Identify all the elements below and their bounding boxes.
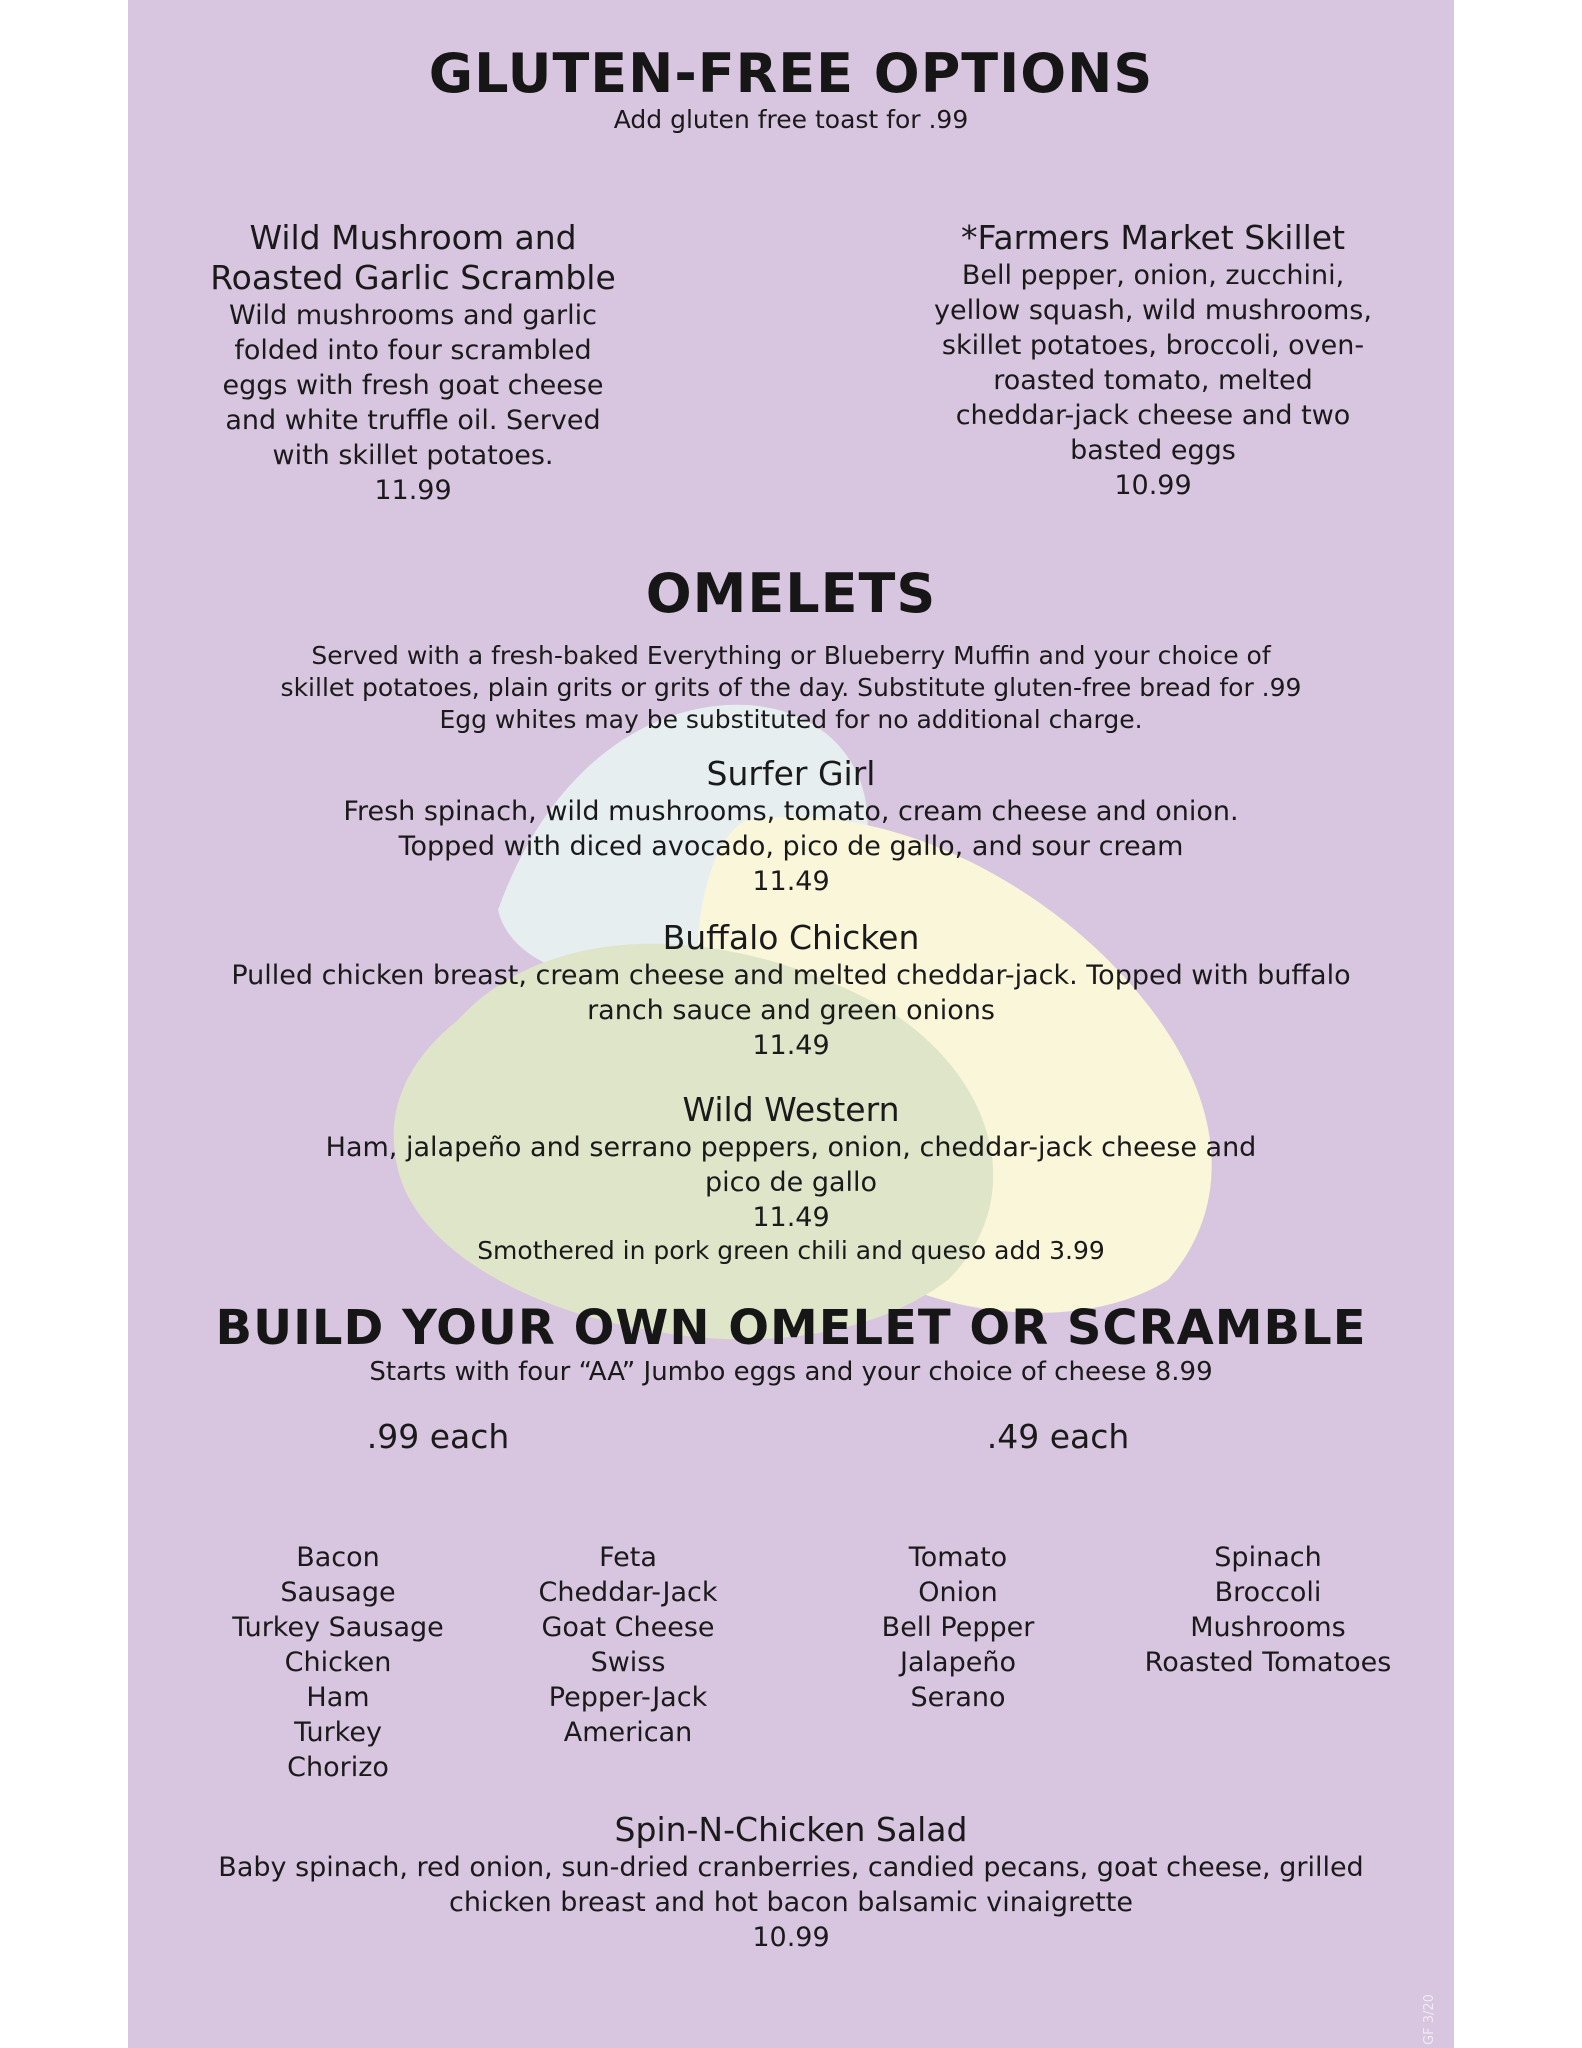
build-subtitle: Starts with four “AA” Jumbo eggs and your choice of cheese 8.99 [369, 1357, 1213, 1387]
omelets-intro-3: Egg whites may be substituted for no additional charge. [439, 705, 1143, 734]
omelets-intro-2: skillet potatoes, plain grits or grits of the day. Substitute gluten-free bread for .99 [280, 673, 1302, 702]
list-item: Mushrooms [1190, 1612, 1346, 1643]
list-item: American [563, 1717, 693, 1748]
list-item: Bell Pepper [881, 1612, 1035, 1643]
item-title: Buffalo Chicken [662, 918, 920, 957]
cheese-options-list [488, 1540, 768, 1750]
list-item: Swiss [590, 1647, 666, 1678]
list-item: Onion [918, 1577, 998, 1608]
item-title: Spin-N-Chicken Salad [614, 1810, 968, 1849]
item-line-2: Topped with diced avocado, pico de gallo, and sour cream [398, 831, 1184, 862]
price-left: .99 each [366, 1417, 510, 1456]
gluten-free-subtitle: Add gluten free toast for .99 [613, 105, 969, 134]
price-right: .49 each [986, 1417, 1130, 1456]
item-line-1: Fresh spinach, wild mushrooms, tomato, cream cheese and onion. [343, 796, 1239, 827]
build-heading: BUILD YOUR OWN OMELET OR SCRAMBLE [215, 1300, 1367, 1356]
item-description: Wild mushrooms and garlic folded into four scrambled eggs with fresh goat cheese and white truffle oil. Served with skillet potatoes. [222, 300, 604, 471]
item-price: 11.99 [374, 475, 452, 506]
gf-item-mushroom-scramble [203, 218, 623, 508]
item-price: 11.49 [752, 1030, 830, 1061]
omelet-buffalo-chicken [128, 918, 1454, 1063]
list-item: Turkey Sausage [232, 1612, 444, 1643]
item-line-2: ranch sauce and green onions [587, 995, 995, 1026]
list-item: Serano [910, 1682, 1006, 1713]
item-note: Smothered in pork green chili and queso add 3.99 [477, 1236, 1105, 1265]
item-price: 11.49 [752, 866, 830, 897]
list-item: Chicken [284, 1647, 392, 1678]
list-item: Pepper-Jack [548, 1682, 708, 1713]
list-item: Cheddar-Jack [538, 1577, 718, 1608]
item-price: 11.49 [752, 1202, 830, 1233]
item-line-2: pico de gallo [704, 1167, 878, 1198]
item-line-1: Pulled chicken breast, cream cheese and melted cheddar-jack. Topped with buffalo [231, 960, 1351, 991]
omelet-wild-western [128, 1090, 1454, 1267]
veg-options-list-1 [818, 1540, 1098, 1715]
item-line-1: Ham, jalapeño and serrano peppers, onion, cheddar-jack cheese and [325, 1132, 1257, 1163]
list-item: Roasted Tomatoes [1144, 1647, 1392, 1678]
omelets-intro-1: Served with a fresh-baked Everything or Blueberry Muffin and your choice of [311, 641, 1271, 670]
footer-code: GF 3/20 [1421, 1994, 1437, 2045]
list-item: Spinach [1214, 1542, 1322, 1573]
item-title: Surfer Girl [706, 754, 876, 793]
list-item: Turkey [294, 1717, 382, 1748]
item-line-2: chicken breast and hot bacon balsamic vinaigrette [449, 1887, 1133, 1918]
list-item: Ham [306, 1682, 370, 1713]
list-item: Sausage [280, 1577, 396, 1608]
list-item: Jalapeño [900, 1647, 1016, 1678]
list-item: Chorizo [287, 1752, 389, 1783]
meat-options-list [198, 1540, 478, 1785]
menu-page [128, 0, 1454, 2048]
item-title: *Farmers Market Skillet [960, 218, 1346, 257]
list-item: Bacon [296, 1542, 380, 1573]
item-line-1: Baby spinach, red onion, sun-dried cranberries, candied pecans, goat cheese, grilled [218, 1852, 1364, 1883]
list-item: Tomato [908, 1542, 1008, 1573]
list-item: Goat Cheese [541, 1612, 715, 1643]
item-title: Wild Mushroom and Roasted Garlic Scramble [210, 218, 616, 297]
gf-item-farmers-skillet [933, 218, 1373, 503]
item-description: Bell pepper, onion, zucchini, yellow squash, wild mushrooms, skillet potatoes, broccoli, oven-roasted tomato, melted cheddar-jack cheese and two basted eggs [934, 260, 1372, 466]
item-title: Wild Western [682, 1090, 900, 1129]
list-item: Feta [599, 1542, 657, 1573]
item-price: 10.99 [752, 1922, 830, 1953]
salad-spin-n-chicken [128, 1810, 1454, 1955]
item-price: 10.99 [1114, 470, 1192, 501]
omelets-heading: OMELETS [645, 562, 937, 625]
list-item: Broccoli [1214, 1577, 1322, 1608]
omelet-surfer-girl [128, 754, 1454, 899]
veg-options-list-2 [1118, 1540, 1418, 1680]
gluten-free-heading: GLUTEN-FREE OPTIONS [428, 42, 1154, 105]
